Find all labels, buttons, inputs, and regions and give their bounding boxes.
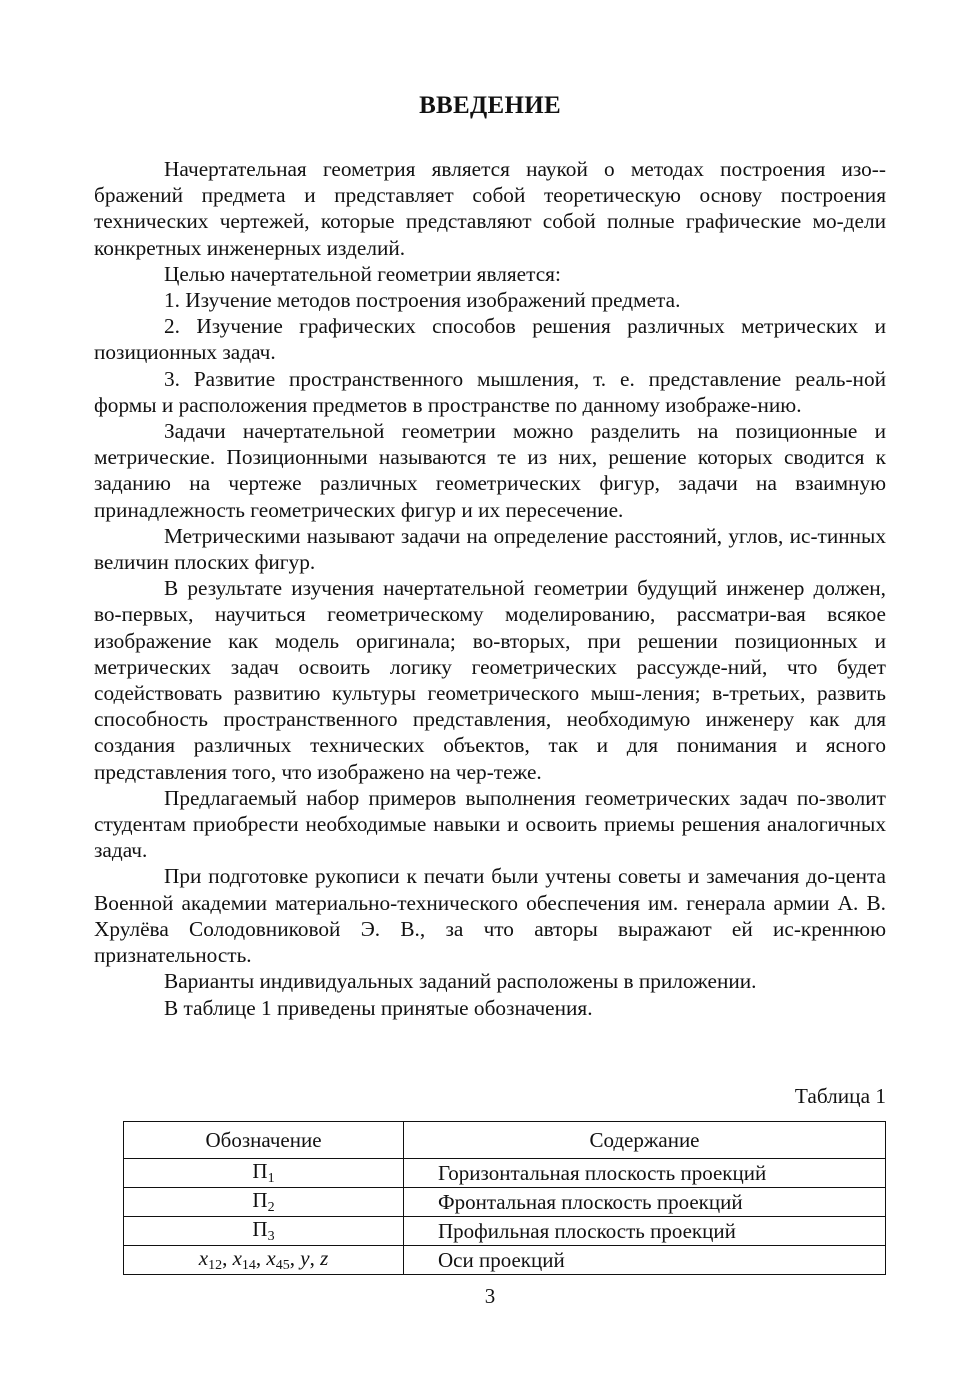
axis-subscript: 12 [208,1258,223,1273]
table-row [124,1159,886,1188]
notation-symbol: П [252,1159,268,1183]
table-row [124,1246,886,1275]
paragraph: В результате изучения начертательной геометрии будущий инженер должен, во-первых, научиться геометрическому моделированию, рассматри-вая всякое изображение как модель оригинала; во-вторых, при решении позиционных и метрических задач освоить логику геометрических рассужде-ний, что будет содействовать развитию культуры геометрического мыш-ления; в-третьих, развить способность пространственного представления, необходимую инженеру как для создания различных технических объектов, так и для понимания и ясного представления того, что изображено на чер-теже. [94,576,886,784]
intro-text [94,156,886,1021]
notation-table [123,1121,886,1275]
notation-symbol: П [252,1217,268,1241]
content-cell: Профильная плоскость проекций [404,1217,886,1246]
paragraph: 2. Изучение графических способов решения различных метрических и позиционных задач. [94,314,886,365]
axis-symbol: x [198,1246,209,1270]
axis-separator: , [255,1246,267,1270]
paragraph: 3. Развитие пространственного мышления, т. е. представление реаль-ной формы и расположения предметов в пространстве по данному изображе-нию. [94,366,886,417]
axis-separator: , [222,1246,233,1270]
paragraph: В таблице 1 приведены принятые обозначения. [164,995,593,1020]
paragraph: Предлагаемый набор примеров выполнения геометрических задач по-зволит студентам приобрести необходимые навыки и освоить приемы решения аналогичных задач. [94,785,886,863]
table-row [124,1217,886,1246]
paragraph: Начертательная геометрия является наукой о методах построения изо-бражений предмета и представляет собой теоретическую основу построения технических чертежей, которые представляют собой полные графические мо-дели конкретных инженерных изделий. [94,157,886,260]
paragraph: Метрическими называют задачи на определение расстояний, углов, ис-тинных величин плоских фигур. [94,523,886,575]
paragraph: Целью начертательной геометрии является: [164,261,561,286]
notation-symbol: П [252,1188,268,1212]
page-title: ВВЕДЕНИЕ [419,92,561,119]
notation-subscript: 1 [267,1171,275,1186]
table-header-row [124,1122,886,1159]
notation-subscript: 3 [267,1229,275,1244]
column-header-notation: Обозначение [124,1122,404,1159]
axis-symbol: x [232,1246,242,1270]
paragraph: Варианты индивидуальных заданий расположены в приложении. [164,969,757,994]
axis-subscript: 45 [275,1258,290,1273]
axis-separator: , [289,1246,301,1270]
paragraph: При подготовке рукописи к печати были учтены советы и замечания до-цента Военной академии материально-технического обеспечения им. генерала армии А. В. Хрулёва Солодовниковой Э. В., за что авторы выражают ей ис-креннюю признательность. [94,864,886,968]
content-cell: Фронтальная плоскость проекций [404,1188,886,1217]
paragraph: 1. Изучение методов построения изображений предмета. [164,288,681,313]
axis-symbol: z [320,1246,329,1270]
table-caption: Таблица 1 [794,1084,886,1108]
notation-cell [124,1188,404,1217]
notation-cell [124,1159,404,1188]
axis-subscript: 14 [241,1258,256,1273]
axis-symbol: y [300,1246,310,1270]
table-row [124,1188,886,1217]
content-cell: Оси проекций [404,1246,886,1275]
content-cell: Горизонтальная плоскость проекций [404,1159,886,1188]
axes-notation-cell [124,1246,404,1275]
column-header-content: Содержание [404,1122,886,1159]
paragraph: Задачи начертательной геометрии можно разделить на позиционные и метрические. Позиционными называются те из них, решение которых сводится к заданию на чертеже различных геометрических фигур, задачи на взаимную принадлежность геометрических фигур и их пересечение. [94,419,886,522]
notation-subscript: 2 [267,1200,275,1215]
axis-separator: , [309,1246,321,1270]
axis-symbol: x [266,1246,276,1270]
notation-cell [124,1217,404,1246]
page-number: 3 [484,1284,496,1308]
